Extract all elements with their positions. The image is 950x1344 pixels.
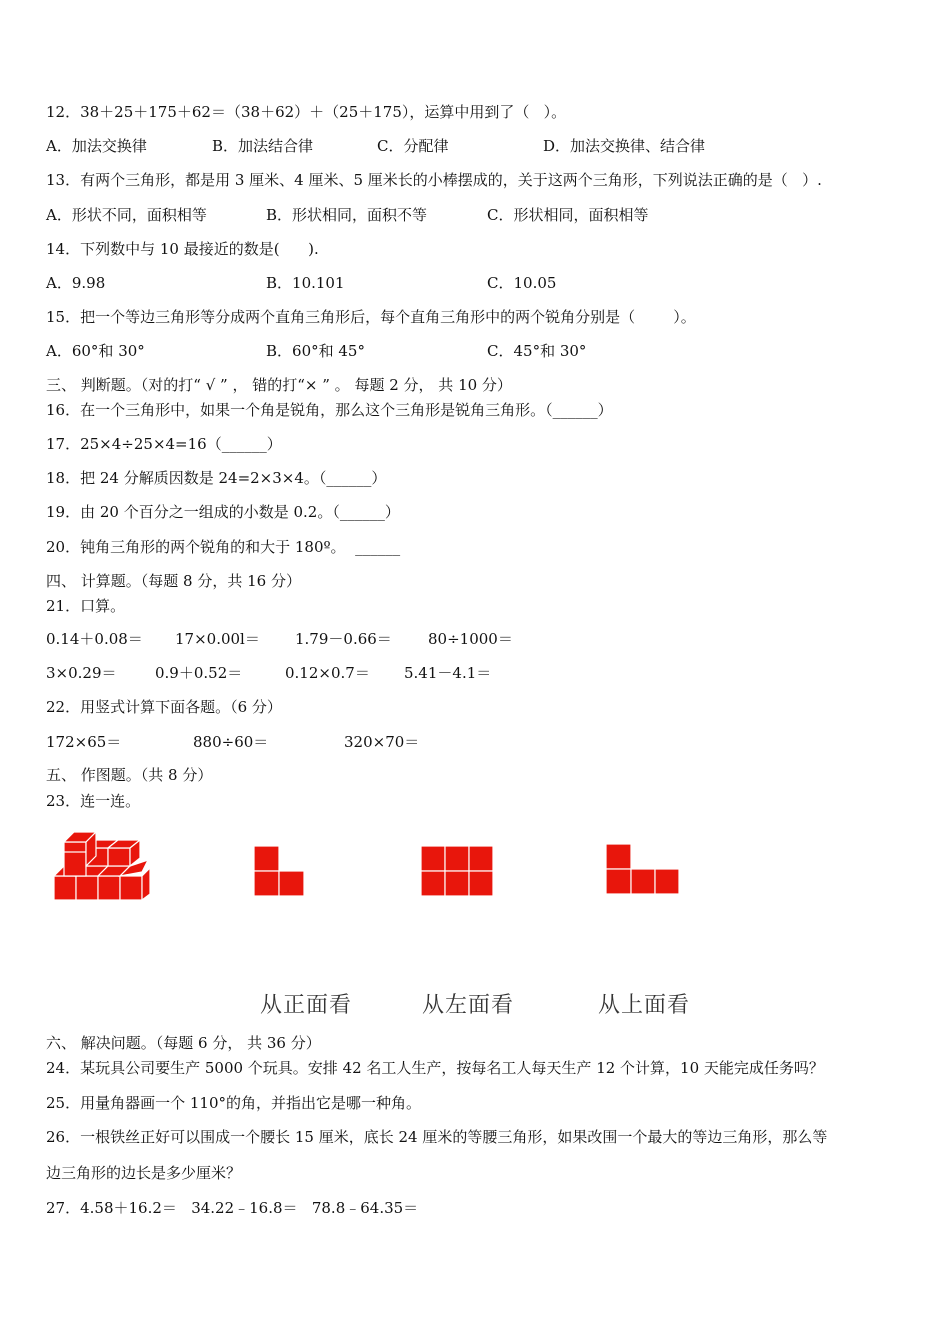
question-26: 26．一根铁丝正好可以围成一个腰长 15 厘米，底长 24 厘米的等腰三角形，如果改围一个最大的等边三角形，那么等 bbox=[46, 1128, 828, 1146]
section-4-heading: 四、 计算题。（每题 8 分，共 16 分） bbox=[46, 572, 301, 590]
q22-item: 320×70＝ bbox=[344, 733, 420, 751]
q21-item: 0.9＋0.52＝ bbox=[155, 664, 243, 682]
q13-option-c: C．形状相同，面积相等 bbox=[487, 206, 649, 224]
q21-item: 17×0.00l＝ bbox=[175, 630, 260, 648]
q21-item: 1.79－0.66＝ bbox=[295, 630, 392, 648]
q13-option-b: B．形状相同，面积不等 bbox=[266, 206, 428, 224]
q21-item: 80÷1000＝ bbox=[428, 630, 513, 648]
question-20: 20．钝角三角形的两个锐角的和大于 180º。 ______ bbox=[46, 538, 401, 556]
question-16: 16．在一个三角形中，如果一个角是锐角，那么这个三角形是锐角三角形。（______） bbox=[46, 401, 613, 419]
q21-item: 0.14＋0.08＝ bbox=[46, 630, 143, 648]
section-6-heading: 六、 解决问题。（每题 6 分， 共 36 分） bbox=[46, 1034, 321, 1052]
view-label-left: 从左面看 bbox=[422, 993, 515, 1018]
view-shape-a bbox=[253, 845, 305, 897]
section-5-heading: 五、 作图题。（共 8 分） bbox=[46, 766, 213, 784]
question-21: 21．口算。 bbox=[46, 597, 126, 615]
q12-option-d: D．加法交换律、结合律 bbox=[543, 137, 706, 155]
question-13: 13．有两个三角形，都是用 3 厘米、4 厘米、5 厘米长的小棒摆成的，关于这两个三角形，下列说法正确的是（ ）. bbox=[46, 171, 822, 189]
question-23: 23．连一连。 bbox=[46, 792, 141, 810]
q14-option-c: C．10.05 bbox=[487, 274, 557, 292]
q22-item: 880÷60＝ bbox=[193, 733, 269, 751]
view-label-top: 从上面看 bbox=[598, 993, 691, 1018]
section-3-heading: 三、 判断题。（对的打“ √ ” ， 错的打“× ” 。 每题 2 分， 共 10 分） bbox=[46, 376, 512, 394]
question-27: 27．4.58＋16.2＝ 34.22﹣16.8＝ 78.8﹣64.35＝ bbox=[46, 1199, 419, 1217]
question-24: 24．某玩具公司要生产 5000 个玩具。安排 42 名工人生产，按每名工人每天生产 12 个计算，10 天能完成任务吗？ bbox=[46, 1059, 824, 1077]
q22-item: 172×65＝ bbox=[46, 733, 122, 751]
question-19: 19．由 20 个百分之一组成的小数是 0.2。（______） bbox=[46, 503, 400, 521]
q21-item: 3×0.29＝ bbox=[46, 664, 117, 682]
q15-option-a: A．60°和 30° bbox=[46, 342, 145, 360]
q14-option-a: A．9.98 bbox=[46, 274, 106, 292]
view-shape-c bbox=[605, 843, 681, 895]
question-14: 14．下列数中与 10 最接近的数是( ). bbox=[46, 240, 319, 258]
view-shape-b bbox=[420, 845, 494, 897]
q15-option-c: C．45°和 30° bbox=[487, 342, 587, 360]
question-26-continued: 边三角形的边长是多少厘米？ bbox=[46, 1164, 242, 1182]
q13-option-a: A．形状不同，面积相等 bbox=[46, 206, 207, 224]
view-label-front: 从正面看 bbox=[260, 993, 353, 1018]
question-22: 22．用竖式计算下面各题。（6 分） bbox=[46, 698, 282, 716]
q12-option-c: C．分配律 bbox=[377, 137, 449, 155]
cube-stack-3d bbox=[50, 828, 154, 906]
q14-option-b: B．10.101 bbox=[266, 274, 345, 292]
q21-item: 0.12×0.7＝ bbox=[285, 664, 370, 682]
q12-option-b: B．加法结合律 bbox=[212, 137, 314, 155]
q15-option-b: B．60°和 45° bbox=[266, 342, 365, 360]
question-12: 12．38＋25＋175＋62＝（38＋62）＋（25＋175），运算中用到了（ ）。 bbox=[46, 103, 567, 121]
question-15: 15．把一个等边三角形等分成两个直角三角形后，每个直角三角形中的两个锐角分别是（ ）。 bbox=[46, 308, 696, 326]
q21-item: 5.41－4.1＝ bbox=[404, 664, 492, 682]
q12-option-a: A．加法交换律 bbox=[46, 137, 147, 155]
question-17: 17．25×4÷25×4=16（______） bbox=[46, 435, 282, 453]
question-25: 25．用量角器画一个 110°的角，并指出它是哪一种角。 bbox=[46, 1094, 421, 1112]
question-18: 18．把 24 分解质因数是 24=2×3×4。（______） bbox=[46, 469, 387, 487]
